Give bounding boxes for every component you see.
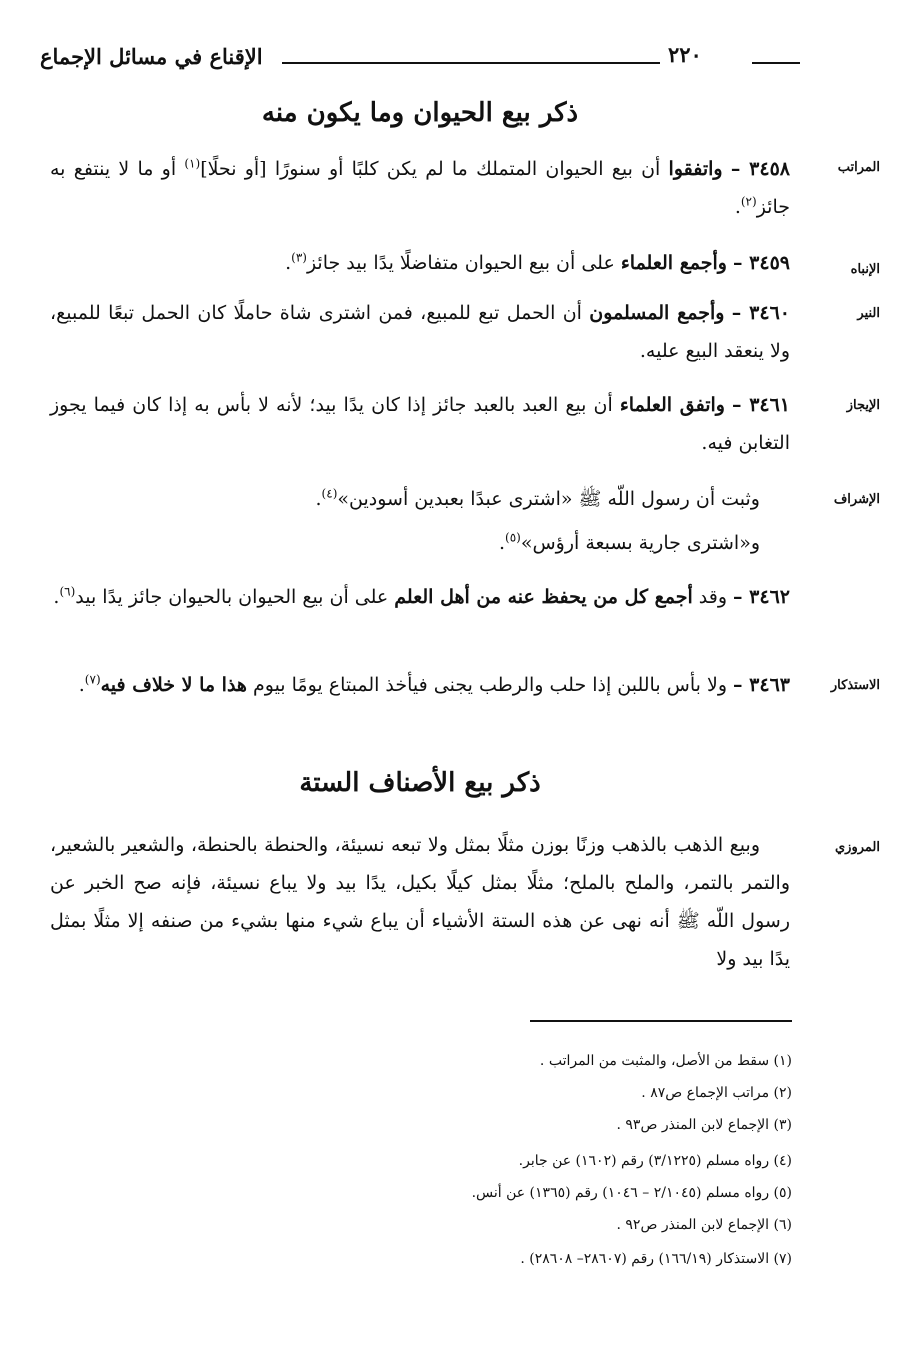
footnote-ref: (٤) [321,486,338,501]
entry-text: أن بيع الحيوان المتملك ما لم يكن كلبًا أو سنورًا [أو نحلًا] [200,158,669,180]
footnote-ref: (٧) [84,672,101,687]
header-title: الإقناع في مسائل الإجماع [40,44,263,69]
entry-3461 [50,386,790,462]
entry-lead: أجمع كل من يحفظ عنه من أهل العلم [394,586,693,608]
entry-ishraf-line2 [50,524,790,562]
entry-lead: واتفق العلماء [619,394,725,416]
side-note-source: النير [857,306,880,321]
entry-text-2: أو ما لا ينتفع به جائز [50,158,790,218]
entry-end: . [498,532,505,554]
side-note-source: الإنباه [850,262,880,277]
page-number: ٢٢٠ [668,42,702,67]
entry-lead: واتفقوا [668,158,723,180]
hadith-text: و«اشترى جارية بسبعة أرؤس» [520,532,760,554]
footnote-ref: (١) [184,156,201,171]
side-note-source: الاستذكار [830,678,880,693]
footnote-ref: (٥) [505,530,521,545]
header-rule-right [752,62,800,64]
running-header [40,38,800,78]
entry-number: ٣٤٦١ – [732,394,791,416]
entry-end: . [285,252,292,274]
entry-3460 [50,294,790,370]
footnote-separator [530,1020,792,1022]
entry-number: ٣٤٦٠ – [731,302,790,324]
header-rule-left [282,62,660,64]
entry-lead: وأجمع المسلمون [589,302,725,324]
side-note-source: الإيجاز [846,398,880,413]
section-heading-six-items: ذكر بيع الأصناف الستة [299,768,541,798]
entry-text: ولا بأس باللبن إذا حلب والرطب يجنى فيأخذ المبتاع يومًا بيوم [246,674,734,696]
footnote-7: (٧) الاستذكار (١٦٦/١٩) رقم (٢٨٦٠٧– ٢٨٦٠٨) . [520,1251,792,1267]
entry-pre: وقد [692,586,734,608]
entry-end: . [315,488,322,510]
entry-number: ٣٤٦٣ – [733,674,790,696]
entry-number: ٣٤٦٢ – [733,586,790,608]
section2-paragraph: وبيع الذهب بالذهب وزنًا بوزن مثلًا بمثل ولا تبعه نسيئة، والحنطة بالحنطة، والشعير بالشعير، والتمر بالتمر، والملح بالملح؛ مثلًا بمثل كيلًا بكيل، يدًا بيد ولا يباع نسيئة، فإنه صح الخبر عن رسول اللّه ﷺ أنه نهى عن هذه الستة الأشياء أن يباع شيء منها بشيء من صنفه إلا مثلًا بمثل يدًا بيد ولا [50,834,790,970]
entry-text: أن الحمل تبع للمبيع، فمن اشترى شاة حاملًا كان الحمل تبعًا للمبيع، ولا ينعقد البيع عليه. [50,302,790,362]
footnote-3: (٣) الإجماع لابن المنذر ص٩٣ . [616,1117,792,1133]
footnote-1: (١) سقط من الأصل، والمثبت من المراتب . [539,1053,792,1069]
footnote-ref: (٣) [291,250,307,265]
entry-ishraf-line1 [50,480,790,518]
section-heading-animals: ذكر بيع الحيوان وما يكون منه [261,98,579,128]
footnote-5: (٥) رواه مسلم (٢/١٠٤٥ – ١٠٤٦) رقم (١٣٦٥) عن أنس. [471,1185,792,1201]
entry-end: . [78,674,85,696]
footnote-2: (٢) مراتب الإجماع ص٨٧ . [641,1085,792,1101]
entry-3459 [50,244,790,282]
footnote-ref: (٢) [740,194,757,209]
entry-3458 [50,150,790,226]
hadith-text: وثبت أن رسول اللّه ﷺ «اشترى عبدًا بعبدين أسودين» [337,488,760,510]
entry-lead: هذا ما لا خلاف فيه [100,674,247,696]
entry-text: أن بيع العبد بالعبد جائز إذا كان يدًا بيد؛ لأنه لا بأس به إذا كان فيما يجوز التغابن فيه. [50,394,790,454]
entry-number: ٣٤٥٨ – [730,158,790,180]
side-note-source: المراتب [837,160,880,175]
footnote-4: (٤) رواه مسلم (٣/١٢٢٥) رقم (١٦٠٢) عن جابر. [518,1153,792,1169]
entry-end: . [734,196,741,218]
entry-text: على أن بيع الحيوان متفاضلًا يدًا بيد جائز [306,252,621,274]
entry-3463 [50,666,790,704]
entry-3462 [50,578,790,616]
entry-lead: وأجمع العلماء [620,252,727,274]
entry-end: . [53,586,60,608]
side-note-source: المروزي [835,840,880,855]
entry-number: ٣٤٥٩ – [733,252,790,274]
side-note-source: الإشراف [833,492,880,507]
footnote-6: (٦) الإجماع لابن المنذر ص٩٢ . [616,1217,792,1233]
footnote-ref: (٦) [59,584,76,599]
entry-text: على أن بيع الحيوان بالحيوان جائز يدًا بيد [75,586,395,608]
